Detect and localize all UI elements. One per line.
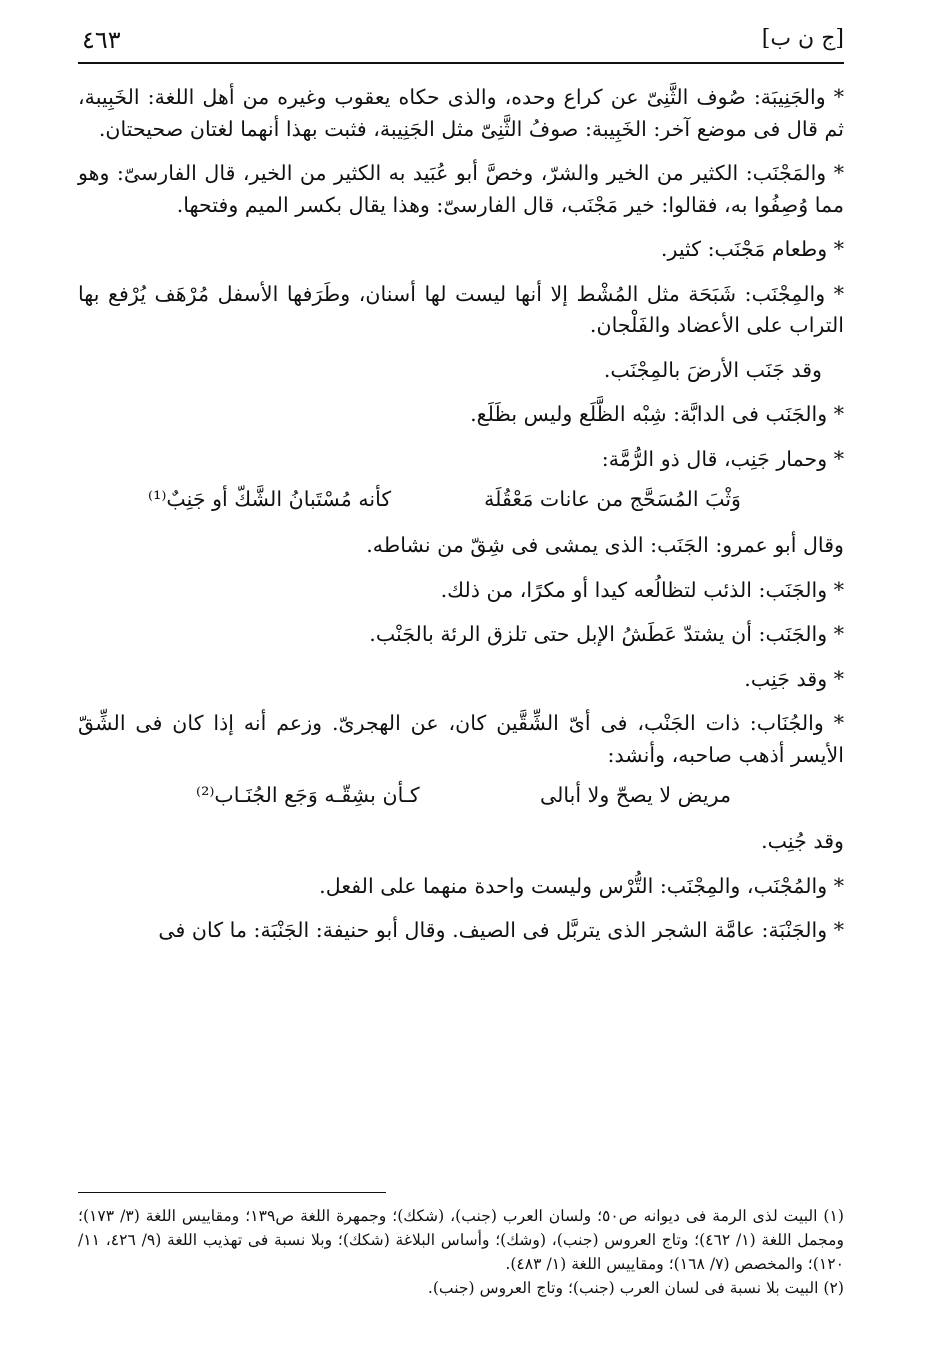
entry: * والمَجْنَب: الكثير من الخير والشرّ، وخصَّ أبو عُبَيد به الكثير من الخير، قال الفارسىّ: وهو مما وُصِفُوا به، فقالوا: خير مَجْنَب، قال الفارسىّ: وهذا يقال بكسر الميم وفتحها. [78, 161, 844, 217]
entry: * وحمار جَنِب، قال ذو الرُّمَّة: [601, 446, 844, 471]
entry: * والجَنَب: أن يشتدّ عَطَشُ الإبل حتى تلزق الرئة بالجَنْب. [369, 622, 844, 646]
entry: وقد جَنَب الأرضَ بالمِجْنَب. [603, 357, 822, 382]
entry: * والجَنَب فى الدابَّة: شِبْه الظَّلَع وليس بظَلَع. [470, 402, 844, 426]
verse-hemistich-first: وَثْبَ المُسَحَّج من عانات مَعْقُلَة [484, 487, 741, 511]
entry: وقد جُنِب. [761, 829, 844, 853]
footnote: (١) البيت لذى الرمة فى ديوانه ص٥٠؛ ولسان العرب (جنب)، (شكك)؛ وجمهرة اللغة ص١٣٩؛ ومقاييس اللغة (٣/ ١٧٣)؛ ومجمل اللغة (١/ ٤٦٢)؛ وتاج العروس (جنب)، (وشك)؛ وأساس البلاغة (شكك)؛ وبلا نسبة فى تهذيب اللغة (٩/ ٤٢٦، ١١/ ١٢٠)؛ والمخصص (٧/ ١٦٨)؛ ومقاييس اللغة (١/ ٤٨٣). [78, 1207, 844, 1273]
entry: * والجُنَاب: ذات الجَنْب، فى أىّ الشِّقَّين كان، عن الهجرىّ. وزعم أنه إذا كان فى الشِّقّ الأيسر أذهب صاحبه، وأنشد: [78, 711, 844, 767]
verse-hemistich-second: كأنه مُسْتَبانُ الشَّكّ أو جَنِبٌ⁽¹⁾ [148, 487, 392, 511]
verse-line [78, 484, 844, 520]
main-text [78, 82, 844, 960]
entry: * والجَنِيبَة: صُوف الثَّنِىّ عن كراع وحده، والذى حكاه يعقوب وغيره من أهل اللغة: الخَبِيبة، ثم قال فى موضع آخر: الخَبِيبة: صوفُ الثَّنِىّ مثل الجَنِيبة، فثبت بهذا أنهما لغتان صحيحتان. [78, 85, 844, 141]
footnote-rule [78, 1192, 386, 1193]
footnote: (٢) البيت بلا نسبة فى لسان العرب (جنب)؛ وتاج العروس (جنب). [427, 1279, 844, 1297]
header-rule [78, 62, 844, 64]
entry: * والجَنْبَة: عامَّة الشجر الذى يتربَّل فى الصيف. وقال أبو حنيفة: الجَنْبَة: ما كان فى [158, 918, 844, 942]
entry: * والمِجْنَب: شَبَحَة مثل المُشْط إلا أنها ليست لها أسنان، وطَرَفها الأسفل مُرْهَف يُرْفع بها التراب على الأعضاد والفَلْجان. [78, 281, 844, 337]
entry: وقال أبو عمرو: الجَنَب: الذى يمشى فى شِقّ من نشاطه. [366, 533, 844, 557]
verse-line [78, 780, 844, 816]
footnotes [78, 1204, 844, 1300]
entry: * والمُجْنَب، والمِجْنَب: التُّرْس وليست واحدة منهما على الفعل. [319, 873, 844, 898]
entry: * وطعام مَجْنَب: كثير. [660, 237, 844, 261]
entry: * وقد جَنِب. [744, 666, 844, 691]
verse-hemistich-second: كـأن بشِقّـه وَجَع الجُنَـاب⁽²⁾ [196, 783, 420, 807]
page-header [78, 26, 844, 62]
dictionary-page [78, 26, 844, 1297]
entry: * والجَنَب: الذئب لتظالُعه كيدا أو مكرًا، من ذلك. [440, 577, 844, 602]
page-number: ٤٦٣ [82, 26, 121, 54]
root-heading: [ج ن ب] [761, 26, 844, 51]
verse-hemistich-first: مريض لا يصحّ ولا أبالى [539, 783, 731, 807]
